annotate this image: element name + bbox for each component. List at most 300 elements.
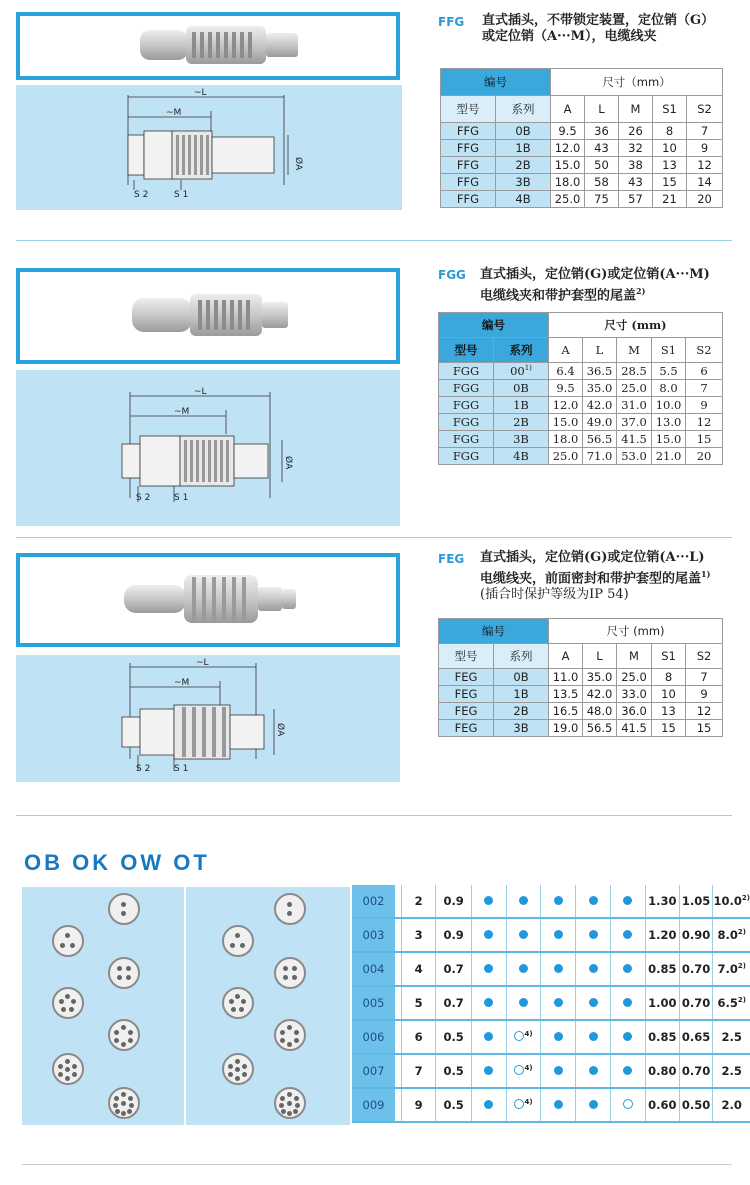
contact-mark	[506, 918, 541, 952]
cell-a: 13.5	[549, 686, 583, 703]
cell-l: 48.0	[583, 703, 617, 720]
cell-type: FGG	[439, 414, 494, 431]
contact-v3-note: 2)	[737, 996, 746, 1004]
ffg-dim-s1: S 1	[174, 190, 189, 200]
plug-009-icon	[274, 1087, 306, 1119]
ffg-dim-m: ~M	[166, 108, 182, 118]
feg-title-note: 1)	[701, 569, 711, 579]
contact-mark	[506, 885, 541, 918]
table-row	[352, 1020, 750, 1054]
contact-mark	[471, 986, 506, 1020]
ffg-col-l: L	[585, 96, 619, 123]
ffg-drawing-panel	[16, 85, 402, 210]
cell-l: 49.0	[583, 414, 617, 431]
cell-type: FEG	[439, 686, 494, 703]
feg-col-series: 系列	[494, 644, 549, 669]
cell-s2: 9	[687, 140, 723, 157]
contact-v3-note: 2)	[737, 962, 746, 970]
contact-code: 004	[352, 952, 395, 986]
cell-s1: 21	[653, 191, 687, 208]
fgg-title	[480, 267, 710, 304]
table-row	[441, 174, 723, 191]
fgg-code: FGG	[438, 268, 466, 282]
contact-mark	[541, 918, 576, 952]
contact-count: 5	[401, 986, 436, 1020]
cell-type: FFG	[441, 174, 496, 191]
cell-series: 4B	[494, 448, 549, 465]
contact-v3	[713, 952, 750, 986]
contact-v3	[713, 1054, 750, 1088]
cell-l: 56.5	[583, 720, 617, 737]
contact-v1: 0.80	[645, 1054, 679, 1088]
filled-dot-icon	[589, 998, 598, 1007]
contact-v2: 0.90	[679, 918, 713, 952]
cell-s2: 15	[686, 720, 723, 737]
contact-v1: 0.85	[645, 1020, 679, 1054]
cell-series: 0B	[494, 380, 549, 397]
contact-mark	[541, 986, 576, 1020]
cell-type: FFG	[441, 191, 496, 208]
cell-series: 1B	[494, 397, 549, 414]
plug-007-icon	[222, 1053, 254, 1085]
contact-code: 002	[352, 885, 395, 918]
fgg-dimension-table	[438, 312, 723, 465]
filled-dot-icon	[554, 930, 563, 939]
contact-mark	[541, 885, 576, 918]
contact-count: 3	[401, 918, 436, 952]
feg-title-line2: 电缆线夹，前面密封和带护套型的尾盖	[480, 571, 702, 587]
open-dot-icon	[514, 1031, 524, 1041]
contact-mark	[576, 1020, 611, 1054]
ffg-hdr-code: 编号	[441, 69, 551, 96]
cell-type: FFG	[441, 157, 496, 174]
cell-series: 1B	[496, 140, 551, 157]
cell-s1: 10	[653, 140, 687, 157]
ffg-col-series: 系列	[496, 96, 551, 123]
contact-v2: 1.05	[679, 885, 713, 918]
filled-dot-icon	[589, 930, 598, 939]
contact-v3-value: 8.0	[717, 928, 738, 942]
filled-dot-icon	[554, 998, 563, 1007]
cell-l: 36.5	[583, 363, 617, 380]
contact-count: 4	[401, 952, 436, 986]
cell-a: 19.0	[549, 720, 583, 737]
contact-size: 0.9	[436, 918, 471, 952]
contact-v3	[713, 885, 750, 918]
feg-dim-m: ~M	[174, 678, 190, 688]
cell-m: 33.0	[617, 686, 652, 703]
contact-mark	[471, 1020, 506, 1054]
cell-type: FEG	[439, 720, 494, 737]
table-row	[439, 448, 723, 465]
contact-mark	[471, 885, 506, 918]
cell-a: 25.0	[551, 191, 585, 208]
cell-l: 42.0	[583, 397, 617, 414]
feg-dim-a: ØA	[275, 723, 285, 737]
cell-type: FEG	[439, 669, 494, 686]
contact-v1: 1.00	[645, 986, 679, 1020]
fgg-title-line2: 电缆线夹和带护套型的尾盖	[480, 288, 637, 304]
cell-a: 18.0	[549, 431, 583, 448]
cell-type: FGG	[439, 431, 494, 448]
feg-dimension-drawing	[16, 655, 400, 782]
fgg-col-m: M	[617, 338, 652, 363]
filled-dot-icon	[554, 896, 563, 905]
feg-title-line3: (插合时保护等级为IP 54)	[480, 587, 629, 603]
fgg-plug-photo	[20, 272, 396, 360]
contact-code: 003	[352, 918, 395, 952]
socket-006-icon	[108, 1019, 140, 1051]
ffg-dimension-table	[440, 68, 723, 208]
open-dot-icon	[514, 1065, 524, 1075]
cell-s2: 20	[686, 448, 723, 465]
contact-section-title: OB OK OW OT	[24, 850, 210, 875]
filled-dot-icon	[623, 896, 632, 905]
socket-004-icon	[108, 957, 140, 989]
filled-dot-icon	[484, 1032, 493, 1041]
cell-series	[494, 363, 549, 380]
plug-006-icon	[274, 1019, 306, 1051]
cell-m: 28.5	[617, 363, 652, 380]
cell-type: FGG	[439, 363, 494, 380]
cell-m: 25.0	[617, 380, 652, 397]
fgg-col-a: A	[549, 338, 583, 363]
cell-s1: 10	[652, 686, 686, 703]
filled-dot-icon	[519, 930, 528, 939]
table-row	[352, 952, 750, 986]
fgg-drawing-panel	[16, 370, 400, 526]
cell-l: 35.0	[583, 380, 617, 397]
fgg-photo-frame	[16, 268, 400, 364]
cell-a: 9.5	[551, 123, 585, 140]
ffg-dim-s2: S 2	[134, 190, 149, 200]
fgg-col-l: L	[583, 338, 617, 363]
ffg-title-line1: 直式插头，不带锁定装置，定位销（G）	[482, 13, 715, 28]
contact-mark	[506, 1088, 541, 1122]
contact-mark	[541, 952, 576, 986]
note-4-marker: 4)	[524, 1030, 533, 1038]
table-row	[439, 397, 723, 414]
cell-m: 37.0	[617, 414, 652, 431]
cell-a: 6.4	[549, 363, 583, 380]
cell-s2: 12	[687, 157, 723, 174]
contact-mark	[506, 986, 541, 1020]
cell-series: 2B	[496, 157, 551, 174]
filled-dot-icon	[623, 1032, 632, 1041]
cell-type: FGG	[439, 380, 494, 397]
socket-003-icon	[52, 925, 84, 957]
feg-dimension-table	[438, 618, 723, 737]
cell-series: 3B	[496, 174, 551, 191]
contact-mark	[471, 1088, 506, 1122]
note-4-marker: 4)	[524, 1098, 533, 1106]
contact-mark	[471, 952, 506, 986]
filled-dot-icon	[484, 1100, 493, 1109]
feg-dim-s1: S 1	[174, 764, 189, 774]
cell-series: 0B	[496, 123, 551, 140]
plug-005-icon	[222, 987, 254, 1019]
feg-hdr-code: 编号	[439, 619, 549, 644]
cell-s1: 8	[652, 669, 686, 686]
feg-dim-l: ~L	[196, 658, 209, 668]
contact-mark	[576, 918, 611, 952]
cell-s1: 15.0	[652, 431, 686, 448]
filled-dot-icon	[519, 896, 528, 905]
filled-dot-icon	[589, 1066, 598, 1075]
cell-a: 9.5	[549, 380, 583, 397]
cell-series: 1B	[494, 686, 549, 703]
cell-a: 12.0	[551, 140, 585, 157]
contact-v1: 1.20	[645, 918, 679, 952]
contact-mark	[506, 952, 541, 986]
fgg-col-s2: S2	[686, 338, 723, 363]
contact-code: 005	[352, 986, 395, 1020]
filled-dot-icon	[554, 964, 563, 973]
cell-a: 15.0	[549, 414, 583, 431]
contact-mark	[611, 986, 646, 1020]
ffg-photo-frame	[16, 12, 400, 80]
filled-dot-icon	[589, 1032, 598, 1041]
contact-count: 2	[401, 885, 436, 918]
feg-col-m: M	[617, 644, 652, 669]
table-row	[439, 720, 723, 737]
fgg-dim-m: ~M	[174, 407, 190, 417]
filled-dot-icon	[623, 1066, 632, 1075]
cell-m: 25.0	[617, 669, 652, 686]
contact-v2: 0.70	[679, 986, 713, 1020]
open-dot-icon	[623, 1099, 633, 1109]
contact-spec-table	[352, 885, 750, 1123]
cell-l: 50	[585, 157, 619, 174]
contact-v3-value: 6.5	[717, 996, 738, 1010]
feg-col-a: A	[549, 644, 583, 669]
contact-v3	[713, 1020, 750, 1054]
contact-v3-value: 10.0	[713, 894, 742, 908]
divider	[22, 1164, 732, 1165]
contact-mark	[541, 1054, 576, 1088]
plug-face-panel	[186, 887, 350, 1125]
cell-l: 56.5	[583, 431, 617, 448]
cell-s2: 9	[686, 397, 723, 414]
cell-a: 16.5	[549, 703, 583, 720]
cell-type: FFG	[441, 123, 496, 140]
note-4-marker: 4)	[524, 1064, 533, 1072]
filled-dot-icon	[554, 1032, 563, 1041]
contact-size: 0.7	[436, 986, 471, 1020]
fgg-col-s1: S1	[652, 338, 686, 363]
series-note: 1)	[524, 364, 532, 373]
ffg-title	[482, 13, 714, 45]
filled-dot-icon	[554, 1066, 563, 1075]
cell-s2: 7	[687, 123, 723, 140]
contact-mark	[611, 952, 646, 986]
fgg-dim-s2: S 2	[136, 493, 151, 503]
contact-mark	[611, 1088, 646, 1122]
contact-mark	[611, 885, 646, 918]
contact-mark	[506, 1020, 541, 1054]
divider	[16, 815, 732, 816]
feg-col-s2: S2	[686, 644, 723, 669]
table-row	[439, 703, 723, 720]
table-row	[352, 1088, 750, 1122]
cell-s1: 15	[653, 174, 687, 191]
plug-003-icon	[222, 925, 254, 957]
contact-v3-value: 2.5	[721, 1030, 742, 1044]
contact-v2: 0.70	[679, 1054, 713, 1088]
filled-dot-icon	[484, 896, 493, 905]
cell-a: 11.0	[549, 669, 583, 686]
feg-title-line1: 直式插头，定位销(G)或定位销(A···L)	[480, 550, 705, 565]
contact-mark	[576, 1054, 611, 1088]
filled-dot-icon	[623, 930, 632, 939]
contact-mark	[471, 918, 506, 952]
ffg-dim-l: ~L	[194, 88, 207, 98]
cell-s2: 6	[686, 363, 723, 380]
table-row	[439, 363, 723, 380]
filled-dot-icon	[589, 964, 598, 973]
cell-m: 41.5	[617, 720, 652, 737]
contact-size: 0.5	[436, 1054, 471, 1088]
contact-v3-note: 2)	[737, 928, 746, 936]
cell-a: 18.0	[551, 174, 585, 191]
fgg-title-line1: 直式插头，定位销(G)或定位销(A···M)	[480, 267, 710, 282]
cell-l: 58	[585, 174, 619, 191]
contact-code: 009	[352, 1088, 395, 1122]
cell-s1: 8.0	[652, 380, 686, 397]
cell-type: FGG	[439, 448, 494, 465]
fgg-col-series: 系列	[494, 338, 549, 363]
ffg-col-s2: S2	[687, 96, 723, 123]
feg-dim-s2: S 2	[136, 764, 151, 774]
feg-photo-frame	[16, 553, 400, 647]
cell-m: 38	[619, 157, 653, 174]
filled-dot-icon	[484, 964, 493, 973]
cell-m: 53.0	[617, 448, 652, 465]
ffg-dimension-drawing	[16, 85, 402, 210]
cell-s1: 8	[653, 123, 687, 140]
cell-type: FEG	[439, 703, 494, 720]
cell-type: FGG	[439, 397, 494, 414]
divider	[16, 537, 732, 538]
cell-s1: 13	[653, 157, 687, 174]
contact-mark	[541, 1088, 576, 1122]
cell-a: 25.0	[549, 448, 583, 465]
contact-v3-value: 7.0	[717, 962, 738, 976]
filled-dot-icon	[623, 998, 632, 1007]
cell-l: 36	[585, 123, 619, 140]
socket-009-icon	[108, 1087, 140, 1119]
socket-007-icon	[52, 1053, 84, 1085]
filled-dot-icon	[589, 1100, 598, 1109]
cell-series-text: 00	[510, 364, 525, 378]
cell-m: 36.0	[617, 703, 652, 720]
fgg-title-note: 2)	[636, 286, 646, 296]
cell-s1: 10.0	[652, 397, 686, 414]
filled-dot-icon	[623, 964, 632, 973]
ffg-col-s1: S1	[653, 96, 687, 123]
cell-series: 2B	[494, 414, 549, 431]
contact-mark	[541, 1020, 576, 1054]
contact-mark	[471, 1054, 506, 1088]
ffg-col-m: M	[619, 96, 653, 123]
cell-l: 43	[585, 140, 619, 157]
contact-count: 9	[401, 1088, 436, 1122]
contact-mark	[611, 1054, 646, 1088]
cell-s1: 13	[652, 703, 686, 720]
ffg-plug-photo	[20, 16, 396, 76]
feg-plug-photo	[20, 557, 396, 643]
filled-dot-icon	[484, 998, 493, 1007]
cell-m: 43	[619, 174, 653, 191]
filled-dot-icon	[554, 1100, 563, 1109]
ffg-col-type: 型号	[441, 96, 496, 123]
cell-series: 2B	[494, 703, 549, 720]
table-row	[439, 686, 723, 703]
table-row	[439, 414, 723, 431]
feg-drawing-panel	[16, 655, 400, 782]
contact-v3-value: 2.0	[721, 1098, 742, 1112]
cell-s2: 12	[686, 414, 723, 431]
table-row	[441, 157, 723, 174]
cell-s2: 20	[687, 191, 723, 208]
contact-mark	[576, 1088, 611, 1122]
table-row	[439, 431, 723, 448]
contact-v3	[713, 1088, 750, 1122]
contact-mark	[611, 1020, 646, 1054]
ffg-code: FFG	[438, 15, 465, 29]
cell-s2: 15	[686, 431, 723, 448]
filled-dot-icon	[484, 930, 493, 939]
ffg-hdr-dim: 尺寸（mm）	[551, 69, 723, 96]
cell-series: 3B	[494, 720, 549, 737]
table-row	[441, 123, 723, 140]
contact-count: 7	[401, 1054, 436, 1088]
fgg-dim-l: ~L	[194, 387, 207, 397]
contact-v1: 1.30	[645, 885, 679, 918]
cell-series: 4B	[496, 191, 551, 208]
feg-col-type: 型号	[439, 644, 494, 669]
cell-type: FFG	[441, 140, 496, 157]
table-row	[352, 885, 750, 918]
plug-004-icon	[274, 957, 306, 989]
cell-series: 0B	[494, 669, 549, 686]
table-row	[352, 1054, 750, 1088]
fgg-hdr-code: 编号	[439, 313, 549, 338]
contact-v3	[713, 986, 750, 1020]
table-row	[352, 986, 750, 1020]
contact-v1: 0.85	[645, 952, 679, 986]
contact-mark	[506, 1054, 541, 1088]
divider	[16, 240, 732, 241]
contact-v1: 0.60	[645, 1088, 679, 1122]
fgg-dimension-drawing	[16, 370, 400, 526]
contact-v3-value: 2.5	[721, 1064, 742, 1078]
cell-series: 3B	[494, 431, 549, 448]
contact-mark	[611, 918, 646, 952]
cell-s1: 13.0	[652, 414, 686, 431]
filled-dot-icon	[519, 998, 528, 1007]
plug-002-icon	[274, 893, 306, 925]
cell-s2: 7	[686, 380, 723, 397]
filled-dot-icon	[519, 964, 528, 973]
cell-m: 32	[619, 140, 653, 157]
ffg-title-line2: 或定位销（A···M），电缆线夹	[482, 29, 657, 44]
cell-l: 42.0	[583, 686, 617, 703]
cell-a: 12.0	[549, 397, 583, 414]
cell-s2: 12	[686, 703, 723, 720]
open-dot-icon	[514, 1099, 524, 1109]
contact-mark	[576, 952, 611, 986]
